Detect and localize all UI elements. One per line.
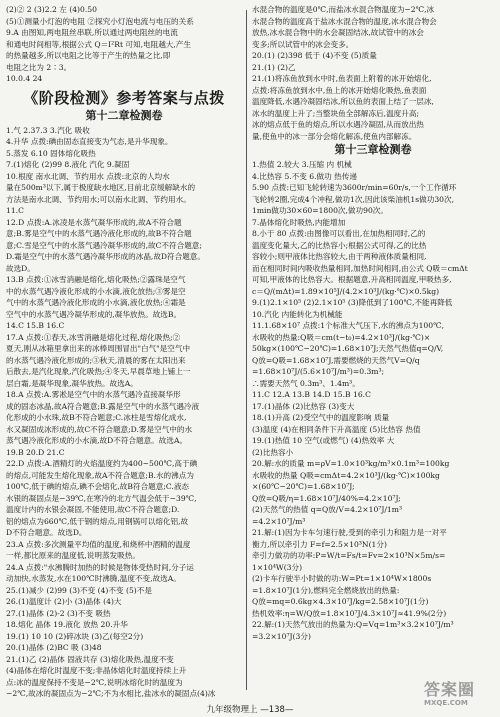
answer-line: 水又凝固成冰形成的,故C不符合题意;D.雾是空气中的水	[6, 424, 193, 434]
answer-line: (4)晶体在熔化时温度不变;非晶体熔化时温度持续上升	[6, 666, 187, 675]
answer-line: 23.A 点拨:多次测量平均值的温度,和烧杯中酒精的温度	[6, 539, 191, 549]
answer-line: 水吸收的热量 Q吸=cmΔt=4.2×10³J/(kg·℃)×100kg	[252, 470, 440, 480]
answer-line: 12.D 点拨:A.冰凌是水蒸气凝华形成的,故A不符合题	[6, 217, 182, 227]
answer-line: 放热,冰水混合物中的水会凝固结冰,故试管中的冰会	[252, 28, 424, 37]
answer-line: 量在500m³以下,属于极度缺水地区,目前北京缓解缺水的	[6, 183, 196, 192]
chapter-13-answers	[252, 159, 494, 642]
answer-line: 27.(1)晶体 (2)-2 (3)不变 吸热	[6, 608, 111, 618]
answer-line: 10.0.4 24	[6, 74, 43, 83]
chapter-13-heading: 第十三章检测卷	[334, 143, 412, 156]
answer-line: 容较小;则甲液体比热容较大,由于两种液体质量相同,	[252, 252, 427, 261]
answer-line: 热机效率:η=W/Q放=1.8×10⁷J/4.3×10⁷J≈41.9%(2分)	[252, 608, 447, 618]
answer-line: 1.气 2.37.3 3.汽化 吸收	[6, 125, 90, 135]
answer-line: 牵引力做功的功率:P=W/t=Fs/t=Fv=2×10³N×5m/s=	[252, 551, 446, 560]
answer-line: 水银的凝固点是−39℃,在寒冷的北方气温会低于−39℃,	[6, 493, 197, 503]
answer-line: 化形成的小水珠,故B不符合题意;C.冰柱是雪熔化成水,	[6, 413, 187, 422]
chapter-12-heading: 第十二章检测卷	[85, 108, 163, 122]
answer-line: 的水蒸气遇冷液化形成的;③秋天,清晨的雾在太阳出来	[6, 355, 186, 365]
answer-line: (2)② 2 (3)2.2 左 (4)0.50	[6, 5, 97, 14]
answer-line: 冰水的温度上升了;当整块鱼全部解冻后,温度升高;	[252, 108, 419, 118]
answer-line: Q放=Q吸/η=1.68×10⁷J/40%=4.2×10⁷J;	[252, 493, 401, 503]
answer-line: Q放=mq=0.6kg×4.3×10⁷J/kg=2.58×10⁷J(1分)	[252, 597, 429, 606]
watermark-sub: MXQE.COM	[424, 699, 468, 707]
right-top-answers	[252, 4, 494, 142]
answer-line: (3)温度 (4)在相同条件下升高温度 (5)比热容 热值	[252, 424, 421, 434]
answer-line: 13.B 点拨:①冰雪消融是熔化,熔化吸热;②露珠是空气	[6, 275, 186, 284]
answer-line: 气中的水蒸气遇冷液化形成的小水滴,液化放热;④霜是	[6, 298, 186, 307]
answer-line: 24.A 点拨:"水沸腾时加热的时候是物体受热时间,分子运	[6, 562, 194, 572]
answer-line: 动加快,水蒸发,水在100℃时沸腾,温度不变,故选A。	[6, 574, 181, 583]
answer-line: 点拨:将冻鱼放到水中,鱼上的冰开始熔化吸热,鱼表面	[252, 85, 427, 95]
answer-line: 17.A 点拨:①春天,冰雪消融是熔化过程,熔化吸热;②	[6, 332, 181, 342]
answer-line: 水混合物的温度是0℃,而盐冰水混合物温度为−2℃,冰	[252, 5, 435, 14]
answer-line: 1×10⁴W(3分)	[252, 562, 303, 572]
answer-line: 点:冰的温度保持不变是−2℃,说明冰熔化时的温度为	[6, 677, 183, 687]
answer-line: 9.(1)2.1×10⁵ (2)2.1×10⁵ (3)降低到了100℃,不能再降低	[252, 298, 453, 307]
answer-line: c＝Q/(mΔt)=1.89×10⁵J/(4.2×10³J/(kg·℃)×0.5kg)	[252, 286, 440, 296]
page-footer: 九年级物理上 —138—	[206, 705, 294, 715]
answer-line: 4.比热容 5.不变 6.做功 热传递	[252, 171, 357, 181]
answer-line: 而在相同时间内吸收热量相同,加热时间相同,由公式 Q吸＝cmΔt	[252, 263, 468, 273]
answer-line: 和通电时间相等,根据公式 Q＝I²Rt 可知,电阻越大,产生	[6, 39, 191, 49]
answer-line: 10.汽化 内能转化为机械能	[252, 309, 343, 319]
answer-line: =1.68×10⁷J/(5.6×10⁷J/m³)=0.3m³;	[252, 367, 385, 376]
answer-line: 中的水蒸气遇冷液化形成的小水滴,液化放热;③雾是空	[6, 286, 186, 296]
answer-line: 量,使鱼中的冰一部分会熔化解冻,使鱼内部解冻。	[252, 131, 417, 141]
answer-line: 20.解:水的质量 m=ρV=1.0×10³kg/m³×0.1m³=100kg	[252, 459, 450, 468]
right-column	[252, 4, 494, 642]
answer-line: 17.(1)晶体 (2)比热容 (3)变大	[252, 401, 355, 411]
left-column	[6, 4, 242, 700]
answer-line: 4.升华 点拨:碘由固态直接变为气态,是升华现象。	[6, 137, 173, 146]
answer-line: 故选D。	[6, 263, 35, 273]
answer-line: 衡力,所以牵引力 F=f=2.5×10³N(1分)	[252, 539, 387, 549]
answer-line: 14.C 15.B 16.C	[6, 321, 65, 330]
answer-line: 9.A 由图知,两电阻丝串联,所以通过两电阻丝的电流	[6, 28, 178, 37]
answer-line: 层白霜,是凝华现象,凝华放热。故选A。	[6, 378, 138, 388]
answer-line: D.霜是空气中的水蒸气遇冷凝华形成的冰晶,故D符合题意。	[6, 252, 205, 261]
answer-line: 21.(1)将冻鱼放到水中时,鱼表面上附着的冰开始熔化,	[252, 74, 432, 83]
answer-line: 22.D 点拨:A.酒精灯的火焰温度约为400~500℃,高于碘	[6, 459, 198, 468]
watermark-main: 答案圈	[424, 680, 476, 699]
answer-line: 21.解:(1)因为卡车匀速行驶,受到的牵引力和阻力是一对平	[252, 528, 447, 537]
answer-line: 空气中的水蒸气遇冷凝华形成的,凝华放热。故选B。	[6, 309, 182, 319]
answer-line: 飞轮转2圈,完成4个冲程,做功1次,因此该柴油机1s做功30次,	[252, 194, 455, 204]
left-top-answers	[6, 4, 242, 85]
answer-line: 18.(1)升高 (2)受空气中的温度影响 质量	[252, 413, 390, 422]
answer-line: 8.小于 80 点拨:由图像可以看出,在加热相同时,乙的	[252, 229, 426, 238]
answer-line: 温度变化量大,乙的比热容小;根据公式可得,乙的比热	[252, 240, 427, 250]
answer-line: 19.(1)热值 10 空气(或燃气) (4)热效率 大	[252, 436, 395, 445]
answer-line: Q放=Q吸=1.68×10⁷J,需要燃烧的天然气V=Q/q	[252, 355, 420, 365]
answer-line: 的熔点,可能发生熔化现象,故A不符合题意;B.水的沸点为	[6, 470, 194, 480]
answer-line: (2)卡车行驶半小时做的功:W=Pt=1×10⁴W×1800s	[252, 574, 432, 583]
answer-line: 20.(1)晶体 (2)BC 吸 (3)48	[6, 643, 102, 652]
answer-line: 水吸收的热量:Q吸＝cm(t−t₀)=4.2×10³J/(kg·℃)×	[252, 332, 431, 342]
answer-line: ×(60℃−20℃)=1.68×10⁷J;	[252, 482, 355, 491]
answer-line: 7.(1)熔化 (2)99 8.液化 汽化 9.凝固	[6, 160, 130, 169]
answer-line: 夏天,刚从冰箱里拿出来的冰棒周围冒出"白气"是空气中	[6, 344, 191, 353]
answer-line: 方法是南水北调、节约用水;可以南水北调、节约用水。	[6, 194, 191, 204]
answer-line: =4.2×10⁷J/m³	[252, 516, 306, 526]
answer-key-page	[6, 4, 494, 704]
answer-line: 1.热值 2.较大 3.压缩 内 机械	[252, 160, 352, 169]
answer-line: 11.C 12.A 13.B 14.D 15.B 16.C	[252, 390, 371, 399]
answer-line: =1.8×10⁷J(1分),燃料完全燃烧放出的热量:	[252, 585, 400, 595]
answer-line: −2℃,故冰的凝固点为−2℃;不为水相比,盐冰水的凝固点(4)冰	[6, 689, 216, 698]
answer-line: 冰的熔点低于鱼的熔点,所以水遇冷凝固,从而放出热	[252, 120, 424, 129]
answer-line: 水混合物的温度高于盐冰水混合物的温度,冰水混合物会	[252, 16, 437, 26]
answer-line: 成的固态冰晶,故A符合题意;B.露是空气中的水蒸气遇冷液	[6, 401, 200, 411]
answer-line: 可知,甲液体的比热容大。根据题意,升高相同温度,甲吸热多,	[252, 275, 452, 284]
answer-line: (5)①测量小灯泡的电阻 ②探究小灯泡电流与电压的关系	[6, 16, 194, 26]
answer-line: 11.C	[6, 206, 24, 215]
answer-line: 19.(1) 10 10 (2)碎冰块 (3)乙(每空2分)	[6, 631, 144, 641]
answer-line: 25.(1)减少 (2)99 (3)不变 (4)不变 (5)不是	[6, 585, 152, 595]
answer-line: 10.根度 南水北调、节约用水 点拨:北京的人均水	[6, 171, 170, 181]
answer-line: (2)比热容小	[252, 447, 294, 457]
answer-line: 温度计内的水银会凝固,不能使用,故C不符合题意;D.	[6, 505, 180, 514]
answer-line: 1min做功30×60=1800次,做功90次。	[252, 206, 388, 215]
answer-line: 22.解:(1)天然气放出的热量为:Q=Vq=1m³×3.2×10⁷J/m³	[252, 620, 454, 629]
answer-line: 铝的熔点为660℃,低于钢的熔点,用钢锅可以熔化铝,故	[6, 516, 189, 526]
answer-line: 26.(1)温度计 (2)小 (3)晶体 (4)大	[6, 597, 122, 606]
answer-line: 的热量越多,所以电阻之比等于产生的热量之比,即	[6, 51, 171, 60]
answer-line: 7.晶体熔化时吸热,内能增加	[252, 217, 346, 227]
answer-line: 变多;所以试管中的冰会变多。	[252, 39, 354, 49]
answer-line: 19.B 20.D 21.C	[6, 447, 65, 457]
answer-line: 100℃,低于碘的熔点,碘不会熔化,故B符合题意;C.液态	[6, 482, 190, 491]
answer-line: 电阻之比为 2∶3。	[6, 62, 72, 72]
answer-line: 11.1.68×10⁷ 点拨:1个标准大气压下,水的沸点为100℃,	[252, 321, 444, 330]
answer-line: 意;C.雪是空气中的水蒸气遇冷凝华形成的,故C不符合题意;	[6, 240, 202, 250]
answer-line: 18.A 点拨:A.雾凇是空气中的水蒸气遇冷直接凝华形	[6, 390, 181, 399]
answer-line: 意;B.雾是空气中的水蒸气遇冷液化形成的,故B不符合题	[6, 229, 192, 238]
answer-line: 21.(1)乙 (2)晶体 固液共存 (3)熔化吸热,温度不变	[6, 654, 174, 664]
column-divider	[246, 10, 247, 690]
chapter-12-answers	[6, 125, 242, 700]
answer-line: 21.(1) (2)乙	[252, 62, 296, 72]
answer-line: 50kg×(100℃−20℃)=1.68×10⁷J;天然气热值q=Q/V,	[252, 344, 444, 353]
answer-line: 18.熔化 晶体 19.液化 放热 20.升华	[6, 620, 128, 629]
answer-line: ∴需要天然气 0.3m³、1.4m³。	[252, 378, 360, 388]
answer-line: D不符合题意。故选D。	[6, 528, 87, 537]
answer-line: 一样,都比原来的温度低,说明蒸发吸热。	[6, 551, 140, 560]
watermark-stamp	[424, 681, 494, 715]
answer-line: (2)天然气的热值 q=Q放/V=4.2×10⁷J/1m³	[252, 505, 403, 514]
answer-line: 20.(1) (2)398 低于 (4)不变 (5)质量	[252, 51, 377, 60]
answer-line: 5.蒸发 6.10 固体熔化吸热	[6, 148, 96, 158]
answer-line: 后散去,是汽化现象,汽化吸热;④冬天,早晨草地上铺上一	[6, 367, 191, 376]
answer-line: =3.2×10⁷J(3分)	[252, 631, 311, 641]
answer-line: 蒸气遇冷液化形成的小水滴,故D不符合题意。故选A。	[6, 436, 188, 445]
section-banner: 《阶段检测》参考答案与点拨	[23, 88, 225, 107]
answer-line: 5.90 点拨:已知飞轮转速为3600r/min=60r/s,一个工作循环	[252, 183, 457, 192]
answer-line: 温度降低,水遇冷凝固结冰,所以鱼的表面上结了一层冰,	[252, 97, 434, 106]
